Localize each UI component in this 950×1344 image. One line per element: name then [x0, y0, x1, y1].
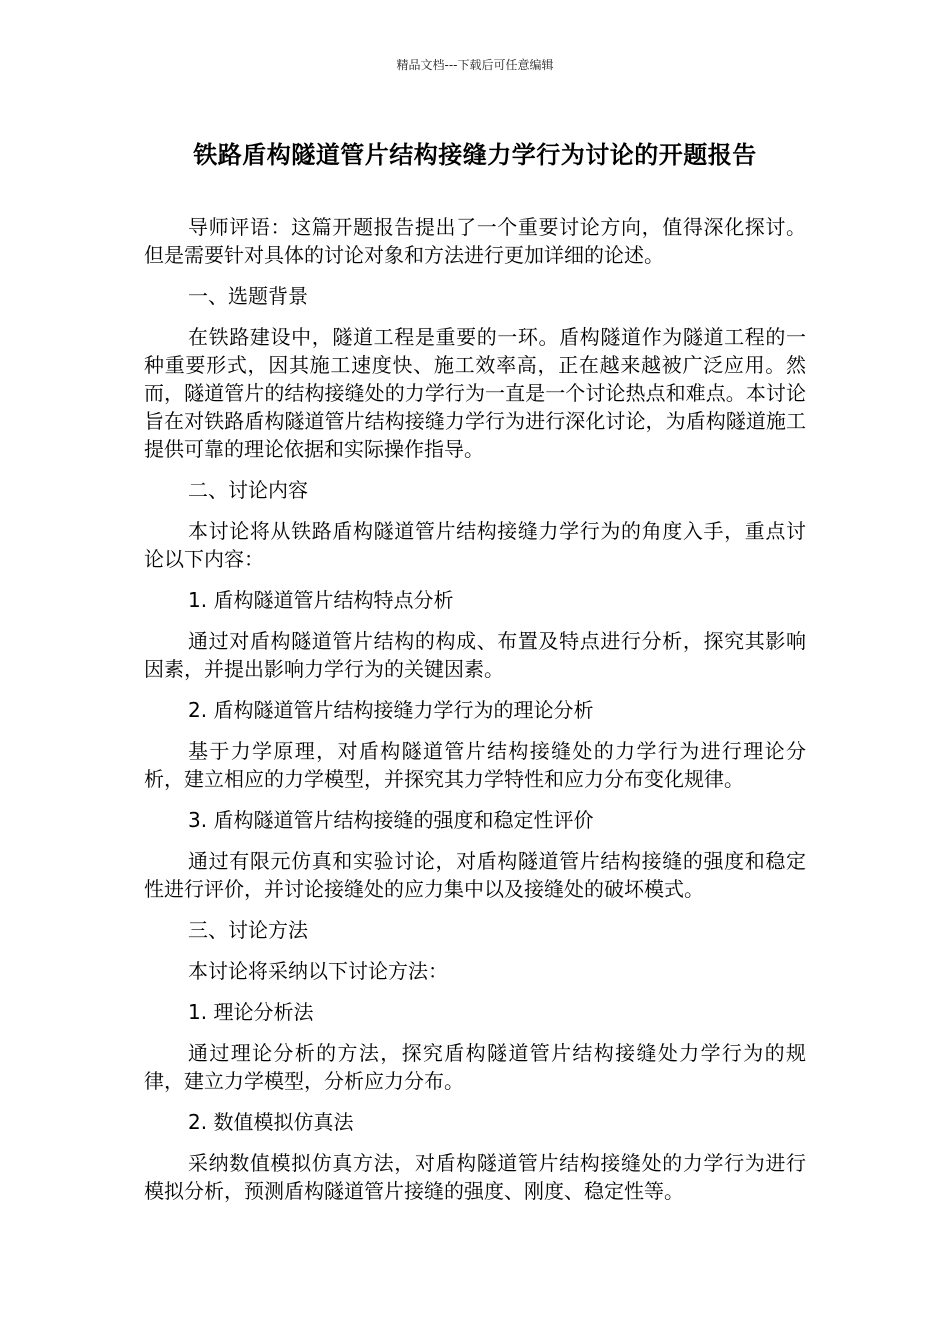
strength-evaluation-paragraph: 通过有限元仿真和实验讨论，对盾构隧道管片结构接缝的强度和稳定性进行评价，并讨论接缝处的应力集中以及接缝处的破坏模式。 [144, 849, 806, 901]
background-paragraph: 在铁路建设中，隧道工程是重要的一环。盾构隧道作为隧道工程的一种重要形式，因其施工速度快、施工效率高，正在越来越被广泛应用。然而，隧道管片的结构接缝处的力学行为一直是一个讨论热点和难点。本讨论旨在对铁路盾构隧道管片结构接缝力学行为进行深化讨论，为盾构隧道施工提供可靠的理论依据和实际操作指导。 [144, 325, 806, 461]
theoretical-analysis-paragraph: 基于力学原理，对盾构隧道管片结构接缝处的力学行为进行理论分析，建立相应的力学模型，并探究其力学特性和应力分布变化规律。 [144, 739, 806, 791]
subheading-simulation-method: 2. 数值模拟仿真法 [188, 1110, 354, 1134]
subheading-theory-method: 1. 理论分析法 [188, 1000, 314, 1024]
section-heading-content: 二、讨论内容 [188, 478, 308, 502]
document-body [144, 213, 806, 1218]
simulation-method-paragraph: 采纳数值模拟仿真方法，对盾构隧道管片结构接缝处的力学行为进行模拟分析，预测盾构隧道管片接缝的强度、刚度、稳定性等。 [144, 1151, 806, 1203]
subheading-strength-evaluation: 3. 盾构隧道管片结构接缝的强度和稳定性评价 [188, 808, 594, 832]
advisor-comment: 导师评语：这篇开题报告提出了一个重要讨论方向，值得深化探讨。但是需要针对具体的讨论对象和方法进行更加详细的论述。 [144, 215, 806, 267]
document-title: 铁路盾构隧道管片结构接缝力学行为讨论的开题报告 [193, 141, 757, 169]
theory-method-paragraph: 通过理论分析的方法，探究盾构隧道管片结构接缝处力学行为的规律，建立力学模型，分析应力分布。 [144, 1041, 806, 1093]
subheading-structure-analysis: 1. 盾构隧道管片结构特点分析 [188, 588, 454, 612]
section-heading-background: 一、选题背景 [188, 284, 308, 308]
section-heading-methods: 三、讨论方法 [188, 918, 308, 942]
subheading-theoretical-analysis: 2. 盾构隧道管片结构接缝力学行为的理论分析 [188, 698, 594, 722]
structure-analysis-paragraph: 通过对盾构隧道管片结构的构成、布置及特点进行分析，探究其影响因素，并提出影响力学行为的关键因素。 [144, 629, 806, 681]
methods-intro-paragraph: 本讨论将采纳以下讨论方法： [188, 959, 448, 983]
page-header: 精品文档---下载后可任意编辑 [396, 58, 554, 72]
content-intro-paragraph: 本讨论将从铁路盾构隧道管片结构接缝力学行为的角度入手，重点讨论以下内容： [144, 519, 806, 571]
